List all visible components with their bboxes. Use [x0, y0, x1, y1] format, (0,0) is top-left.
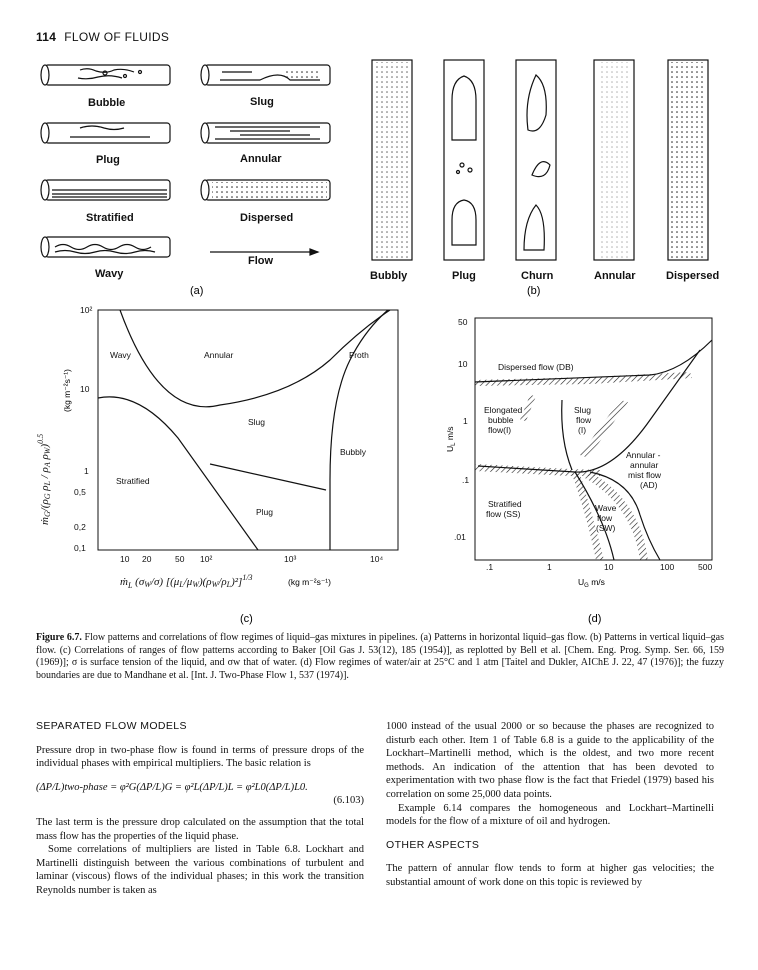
c-xlabel-formula: ṁ$_L$ (σW/σ) $[(\mu L/\mu W)(\rho W/\rho L)^2]^{1/3}$ [120, 573, 253, 590]
c-ylabel-formula: ṁG/(ρG ρL / ρA ρW)$^{0.5}$ [36, 433, 52, 525]
c-region-froth: Froth [349, 350, 369, 360]
d-xtick-4: 500 [698, 562, 713, 572]
d-region-dispersed: Dispersed flow (DB) [498, 362, 574, 372]
pipe-dispersed [201, 180, 330, 200]
panel-a [41, 65, 330, 257]
panel-d-label: (d) [588, 613, 602, 625]
panel-b-label: (b) [527, 285, 541, 297]
d-region-elongated-1: Elongated [484, 405, 523, 415]
d-region-wave-1: Wave [595, 503, 617, 513]
d-xtick-1: 1 [547, 562, 552, 572]
figure-caption [36, 632, 724, 682]
c-xunit: (kg m⁻²s⁻¹) [288, 577, 331, 587]
panel-b [372, 60, 708, 260]
label-plug-a: Plug [96, 154, 120, 166]
c-region-slug: Slug [248, 417, 266, 427]
panel-a-label: (a) [190, 285, 204, 297]
pipe-bubble [41, 65, 170, 85]
c-yunit: (kg m⁻²s⁻¹) [62, 369, 72, 412]
d-ytick-0: 50 [458, 317, 468, 327]
d-ytick-4: .01 [454, 532, 466, 542]
d-xtick-0: .1 [486, 562, 494, 572]
c-region-plug: Plug [256, 507, 274, 517]
c-region-bubbly: Bubbly [340, 447, 366, 457]
d-ylabel: $U_L$ m/s [445, 426, 457, 452]
label-bubbly: Bubbly [370, 270, 408, 282]
left-paragraph-3: Some correlations of multipliers are listed in Table 6.8. Lockhart and Martinelli distinguish between the various combinations of turbulent and laminar (viscous) flows of the individual phases; in this work the transition Reynolds number is taken as [36, 844, 364, 896]
fuzzy-boundaries [475, 372, 692, 560]
label-flow: Flow [248, 255, 274, 267]
c-xtick-2: 50 [175, 554, 185, 564]
label-churn: Churn [521, 270, 554, 282]
c-xtick-5: 10⁴ [370, 554, 384, 564]
label-dispersed-b: Dispersed [666, 270, 720, 282]
flow-arrowhead [310, 249, 318, 255]
d-region-slug-1: Slug [574, 405, 592, 415]
label-annular-b: Annular [594, 270, 636, 282]
right-paragraph-1: 1000 instead of the usual 2000 or so because the phases are recognized to disturb each other. Item 1 of Table 6.8 is a guide to the applicability of the Lockhart–Martinelli method, which is the oldest, and two more recent methods. An indication of the attention that has been devoted to experimentation with two phase flow is the fact that Friedel (1979) based his correlation on some 25,000 data points. [386, 721, 714, 800]
d-region-annular-3: mist flow [628, 470, 662, 480]
pipe-annular [201, 123, 330, 143]
c-xtick-1: 20 [142, 554, 152, 564]
label-wavy: Wavy [95, 268, 124, 280]
d-region-slug-3: (I) [578, 425, 587, 435]
label-bubble: Bubble [88, 97, 126, 109]
label-plug-b: Plug [452, 270, 476, 282]
caption-text: Flow patterns and correlations of flow regimes of liquid–gas mixtures in pipelines. (a) Patterns in horizontal liquid–gas flow. (b) Patterns in vertical liquid–gas flow. (c) Correlations of ranges of flow patterns according to Baker [Oil Gas J. 53(12), 185 (1954)], as replotted by Bell et al. [Chem. Eng. Prog. Symp. Ser. 66, 159 (1969)]; σ is surface tension of the liquid, and σw that of water. (d) Flow regimes of water/air at 25°C and 1 atm [Taitel and Dukler, AIChE J. 22, 47 (1976)]; the fuzzy boundaries are due to Mandhane et al. [Int. J. Two-Phase Flow 1, 537 (1974)]. [36, 632, 725, 681]
d-region-annular-4: (AD) [640, 480, 658, 490]
section-heading-other: OTHER ASPECTS [386, 838, 480, 851]
caption-lead: Figure 6.7. [36, 632, 82, 643]
c-ytick-5: 0,1 [74, 543, 86, 553]
page-number: 114 [36, 30, 57, 44]
pipe-stratified [41, 180, 170, 200]
c-ytick-4: 0,2 [74, 522, 86, 532]
baker-boundaries [98, 310, 390, 550]
equation-body: (ΔP/L)two-phase = φ²G(ΔP/L)G = φ²L(ΔP/L)L = φ²L0(ΔP/L)L0. [36, 781, 308, 793]
c-xtick-0: 10 [120, 554, 130, 564]
c-region-stratified: Stratified [116, 476, 150, 486]
panel-d [445, 317, 712, 625]
right-paragraph-2: Example 6.14 compares the homogeneous and Lockhart–Martinelli models for the flow of a mixture of oil and hydrogen. [386, 802, 714, 828]
left-paragraph-2: The last term is the pressure drop calculated on the assumption that the total mass flow has the properties of the liquid phase. [36, 816, 364, 842]
c-ytick-0: 10² [80, 305, 93, 315]
d-ytick-2: 1 [463, 416, 468, 426]
right-paragraph-3: The pattern of annular flow tends to form at higher gas velocities; the substantial amount of work done on this topic is reviewed by [386, 863, 714, 888]
d-ytick-1: 10 [458, 359, 468, 369]
running-title: FLOW OF FLUIDS [64, 30, 170, 44]
c-xtick-3: 10² [200, 554, 213, 564]
d-region-elongated-2: bubble [488, 415, 514, 425]
label-slug: Slug [250, 96, 274, 108]
vpipe-churn [516, 60, 556, 260]
d-xtick-2: 10 [604, 562, 614, 572]
d-ytick-3: .1 [462, 475, 470, 485]
pipe-wavy [41, 237, 170, 257]
c-xtick-4: 10³ [284, 554, 297, 564]
left-column [36, 720, 364, 898]
d-region-elongated-3: flow(I) [488, 425, 512, 435]
pipe-plug [41, 123, 170, 143]
label-dispersed-a: Dispersed [240, 212, 294, 224]
d-region-stratified-1: Stratified [488, 499, 522, 509]
vpipe-plug [444, 60, 484, 260]
c-region-annular: Annular [204, 350, 234, 360]
d-region-annular-2: annular [630, 460, 659, 470]
d-xlabel: $U_G$ m/s [578, 577, 605, 589]
equation-number: (6.103) [333, 795, 364, 807]
c-ytick-1: 10 [80, 384, 90, 394]
d-region-stratified-2: flow (SS) [486, 509, 521, 519]
equation-6-103 [36, 781, 364, 795]
label-stratified: Stratified [86, 212, 134, 224]
d-region-wave-2: flow [597, 513, 613, 523]
c-region-wavy: Wavy [110, 350, 131, 360]
c-ytick-3: 0,5 [74, 487, 86, 497]
right-column [386, 720, 714, 890]
d-region-slug-2: flow [576, 415, 592, 425]
label-annular-a: Annular [240, 153, 282, 165]
left-paragraph-1: Pressure drop in two-phase flow is found in terms of pressure drops of the individual phases with empirical multipliers. The basic relation is [36, 744, 364, 770]
pipe-slug [201, 65, 330, 85]
c-ytick-2: 1 [84, 466, 89, 476]
d-xtick-3: 100 [660, 562, 675, 572]
d-region-wave-3: (SW) [596, 523, 616, 533]
d-region-annular-1: Annular - [626, 450, 661, 460]
panel-c-label: (c) [240, 613, 253, 625]
panel-c [36, 305, 398, 625]
section-heading-separated: SEPARATED FLOW MODELS [36, 720, 187, 732]
